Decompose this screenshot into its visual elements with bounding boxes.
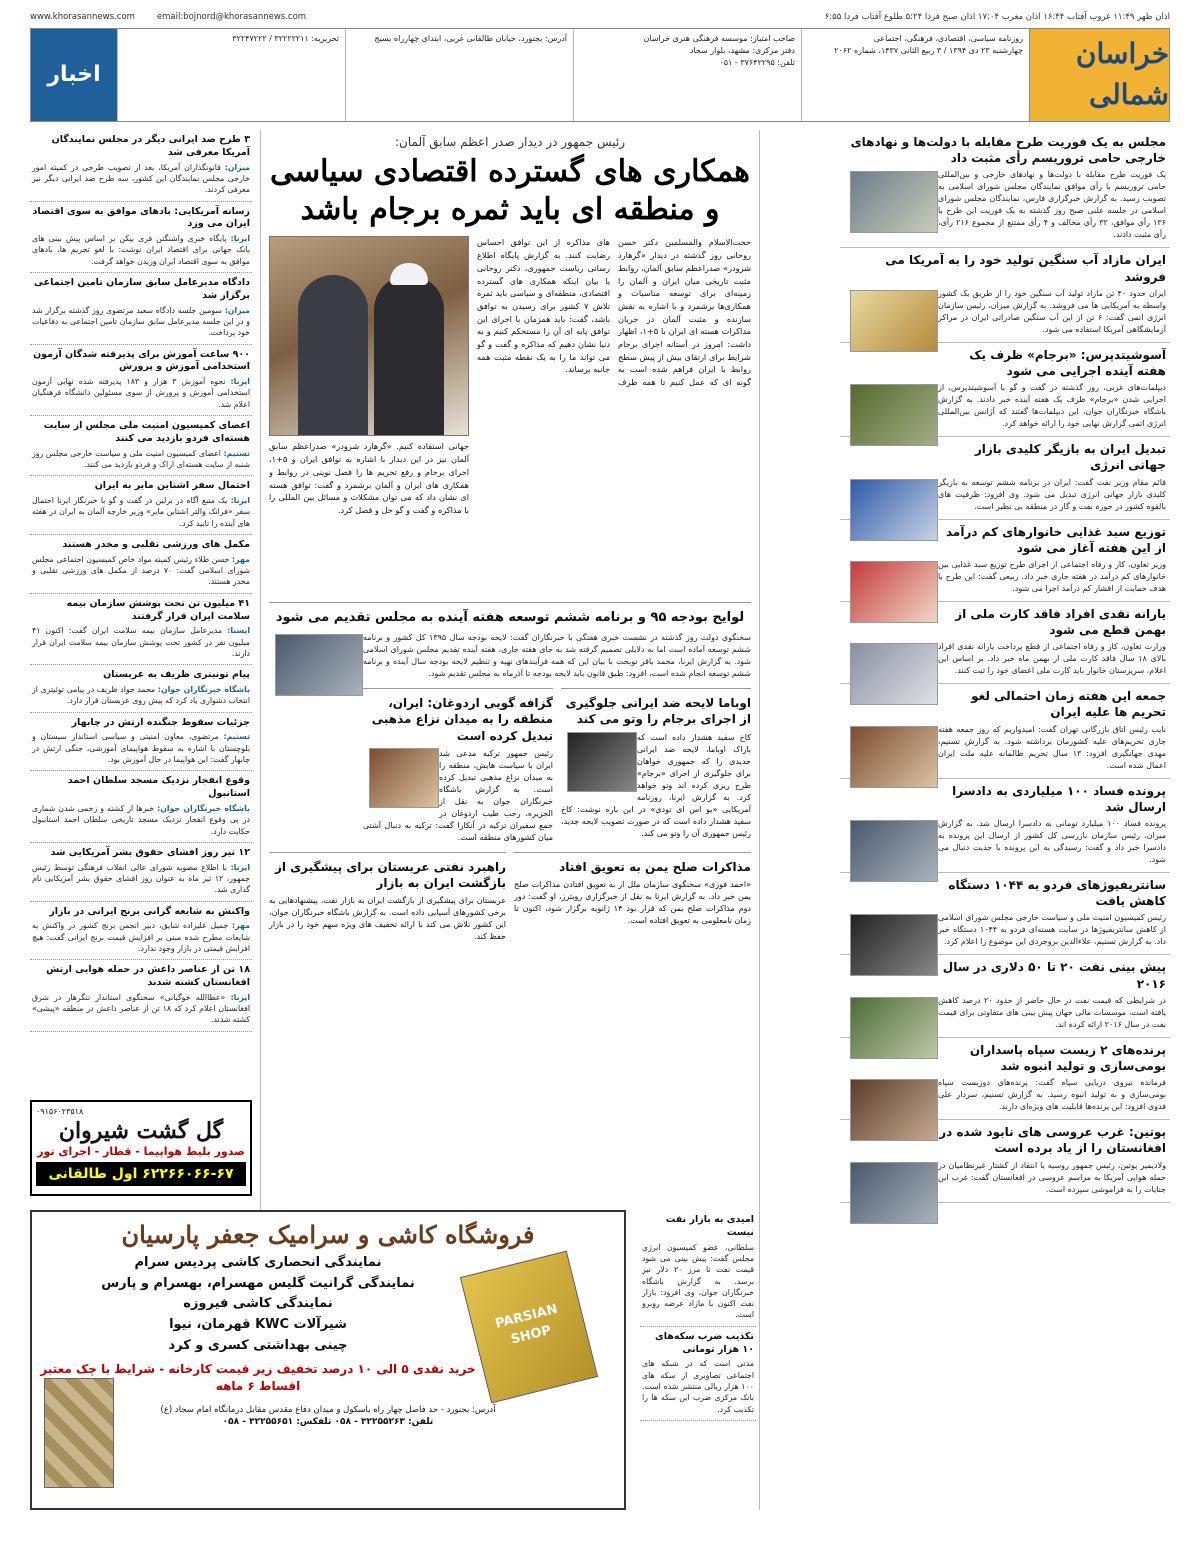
brief-body (32, 376, 250, 410)
lead-photo (269, 236, 469, 436)
brief-title[interactable]: ۴۱ میلیون تن تحت پوشش سازمان بیمه سلامت ایران قرار گرفتند (66, 597, 250, 622)
brief-body (32, 992, 250, 1026)
brief-text: اعضای کمیسیون امنیت ملی و سیاست خارجی مجلس روز شنبه از سایت هسته‌ای اراک و فردو بازدید می کنند. (32, 448, 250, 469)
oil-hope-title[interactable]: امیدی به بازار نفت نیست (665, 1214, 754, 1238)
erdogan-photo (369, 748, 439, 808)
brief-body (32, 731, 250, 765)
news-photo (850, 290, 938, 352)
travel-agency-ad[interactable] (30, 1100, 252, 1196)
brief-item (30, 535, 252, 594)
brief-item (30, 594, 252, 666)
photo-turban (390, 263, 428, 285)
brief-item (30, 902, 252, 961)
brief-title[interactable]: احتمال سفر اشتاین مایر به ایران (94, 480, 250, 492)
left-briefs-column (30, 130, 252, 1095)
news-photo (850, 479, 938, 541)
news-body: دیپلمات‌های غربی، روز گذشته در گفت و گو با آسوشیتدپرس، از اجرایی شدن «برجام» ظرف یک هفته آینده خبر دادند. به گزارش باشگاه خبرنگاران جوان، این دیپلمات‌ها گفتند که آژانس بین‌المللی انرژی اتمی گزارش نهایی خود را ارائه خواهد کرد. (938, 383, 1166, 429)
brief-text: یک منبع آگاه در برلین در گفت و گو با خبرنگار ایرنا احتمال سفر «فرانک والتر اشتاین مایر» وزیر خارجه آلمان به ایران در هفته های آینده را تایید کرد. (32, 496, 250, 528)
obama-title[interactable]: اوباما لایحه ضد ایرانی جلوگیری از اجرای برجام را وتو می کند (565, 696, 751, 727)
coin-title[interactable]: تکذیب ضرب سکه‌های ۱۰ هزار تومانی (655, 1330, 754, 1355)
coin-body: مدتی است که در شبکه های اجتماعی تصاویری از سکه های ۱۰۰ هزار ریالی منتشر شده است. بانک مرکزی ضرب این سکه ها را تکذیب کرد. (642, 1359, 754, 1414)
brief-source: میزان: (224, 305, 250, 315)
erdogan-story (363, 688, 553, 844)
news-photo (850, 1079, 938, 1141)
news-title[interactable]: مجلس به یک فوریت طرح مقابله با دولت‌ها و نهادهای خارجی حامی تروریسم رأی مثبت داد (850, 135, 1166, 166)
paper-description: روزنامه سیاسی، اقتصادی، فرهنگی، اجتماعی (873, 34, 1023, 43)
phone-line: تلفن: ۳۷۶۴۲۲۹۵ - ۰۵۱ (719, 58, 795, 67)
masthead-info (801, 29, 1029, 121)
brief-text: مدیرعامل سازمان بیمه سلامت ایران گفت: اکنون ۴۱ میلیون نفر در کشور تحت پوشش سازمان بیمه سلامت ایران قرار دارند. (32, 626, 250, 658)
right-news-column (840, 130, 1170, 1510)
news-photo (850, 384, 938, 446)
logo-text: خراسان شمالی (1075, 37, 1169, 111)
news-title[interactable]: تبدیل ایران به بازیگر کلیدی بازار جهانی انرژی (974, 442, 1166, 473)
tile-shop-ad[interactable] (30, 1210, 626, 1510)
brief-item (30, 665, 252, 712)
brief-item (30, 771, 252, 843)
brief-text: مرتضوی، معاون امنیتی و سیاسی استاندار سیستان و بلوچستان با اشاره به سقوط هواپیمای آموزشی، جنگی ارتش در چابهار گفت: این هواپیما در حال آموزش بود. (32, 732, 250, 765)
tile-ad-promo: خرید نقدی ۵ الی ۱۰ درصد تخفیف زیر قیمت کارخانه - شرایط با چک معتبر اقساط ۶ ماهه (40, 1361, 476, 1394)
news-body: پرونده فساد ۱۰۰ میلیارد تومانی به دادسرا ارسال شد. به گزارش میزان، رئیس سازمان بازرسی کل کشور از ارسال این پرونده به دادسرا خبر داد و گفت: رسیدگی به این پرونده با جدیت دنبال می شود. (938, 819, 1166, 864)
brief-text: حسن طلاء رئیس کمیته مواد خاص کمیسیون اجتماعی مجلس شورای اسلامی گفت: ۷۰ درصد از مکمل های ورزشی تقلبی و مخدر هستند. (32, 554, 251, 587)
budget-photo (275, 634, 363, 696)
brief-item (30, 416, 252, 476)
brief-title[interactable]: واکنش به شایعه گرانی برنج ایرانی در بازار (49, 905, 250, 917)
brief-title[interactable]: ۱۸ تن از عناصر داعش در حمله هوایی ارتش افغانستان کشته شدند (46, 964, 250, 989)
news-item (840, 130, 1170, 248)
news-item (840, 248, 1170, 342)
budget-story (269, 602, 751, 680)
brief-source: ایرنا: (230, 992, 250, 1002)
tile-ad-line: شیرآلات KWC قهرمان، نیوا (169, 1317, 347, 1333)
logo (1029, 29, 1169, 121)
brief-title[interactable]: ۳ طرح ضد ایرانی دیگر در مجلس نمایندگان آمریکا معرفی شد (51, 134, 250, 158)
brief-text: خبرها از کشته و زخمی شدن شماری در پی وقوع انفجار نزدیک مسجد تاریخی سلطان احمد استانبول حکایت دارد. (32, 803, 250, 836)
news-item (840, 437, 1170, 519)
masthead-owner (573, 29, 801, 121)
prayer-times: اذان ظهر ۱۱:۴۹ غروب آفتاب ۱۶:۴۴ اذان مغرب ۱۷:۰۴ اذان صبح فردا ۵:۲۴ طلوع آفتاب فردا ۶:۵۵ (824, 11, 1170, 22)
tile-ad-line: چینی بهداشتی کسری و کرد (168, 1337, 348, 1353)
tile-ad-line: نمایندگی کاشی فیروزه (183, 1296, 333, 1312)
news-title[interactable]: پرنده‌های ۲ زیست سپاه پاسداران بومی‌سازی و تولید انبوه شد (969, 1042, 1166, 1073)
ad-services: صدور بلیط هواپیما - قطار - اجرای تور (37, 1144, 245, 1158)
brief-text: پایگاه خبری واشنگتن فری بیکن بر اساس پیش بینی های بانک جهانی برای اقتصاد ایران نوشت: با لغو تحریم ها، بادهای موافق به سوی اقتصاد ایران وزیدن خواهد گرفت. (32, 234, 250, 266)
brief-source: ایرنا: (230, 377, 250, 387)
brief-item (30, 713, 252, 772)
yemen-story (514, 852, 751, 943)
brief-source: باشگاه خبرنگاران جوان: (157, 685, 250, 695)
news-body: در شرایطی که قیمت نفت در حال حاضر از حدود ۲۰ درصد کاهش یافته است، موسسات مالی جهان پیش بینی های متفاوتی برای قیمت نفت در سال ۲۰۱۶ ارائه کرده اند. (938, 995, 1166, 1029)
ad-mobile: ۰۹۱۵۶۰۲۳۵۱۸ (36, 1107, 84, 1116)
brief-body (32, 625, 250, 659)
editorial-phones: تحریریه: ۳۲۲۲۲۲۱۱ / ۳۲۲۴۷۲۲۲ (232, 34, 339, 43)
news-title[interactable]: پرونده فساد ۱۰۰ میلیاردی به دادسرا ارسال شد (952, 783, 1166, 814)
lead-kicker: رئیس جمهور در دیدار صدر اعظم سابق آلمان: (395, 135, 625, 149)
tile-ad-address: آدرس: بجنورد - حد فاصل چهار راه باسکول و میدان دفاع مقدس مقابل درمانگاه امام سجاد (ع) (160, 1404, 496, 1415)
lead-headline[interactable]: همکاری های گسترده اقتصادی سیاسی و منطقه ای باید ثمره برجام باشد (270, 154, 750, 227)
brief-source: مهر: (232, 554, 250, 564)
brief-body (32, 684, 250, 707)
yemen-title[interactable]: مذاکرات صلح یمن به تعویق افتاد (559, 859, 751, 874)
brief-item (30, 843, 252, 902)
news-body: وزارت تعاون، کار و رفاه اجتماعی از قطع پرداخت یارانه نقدی افراد بالای ۱۸ سال فاقد کارت ملی از بهمن ماه خبر داد. بر اساس این اعلام، سرپرستان خانوار باید کارت ملی اعضای خود را ثبت کنند. (938, 642, 1166, 676)
news-title[interactable]: پوتین: غرب عروسی های نابود شده در افغانستان را از یاد برده است (939, 1125, 1166, 1156)
tile-ad-line: نمایندگی انحصاری کاشی پردیس سرام (134, 1254, 382, 1270)
story-row-2 (269, 852, 751, 943)
news-title[interactable]: یارانه نقدی افراد فاقد کارت ملی از بهمن قطع می شود (955, 606, 1166, 638)
tile-ad-title: فروشگاه کاشی و سرامیک جعفر پارسیان (121, 1220, 535, 1249)
photo-figure-right (374, 275, 444, 435)
news-photo (850, 561, 938, 623)
brief-source: ایرنا: (230, 862, 250, 872)
brief-text: سومین جلسه دادگاه سعید مرتضوی روز گذشته برگزار شد و در این جلسه مدیرعامل سابق سازمان تامین اجتماعی به دفاعیات خود پرداخت. (32, 305, 250, 338)
brief-title[interactable]: پیام تونیتری ظریف به عربستان (103, 669, 250, 681)
news-body: ولادیمیر پوتین، رئیس جمهور روسیه با انتقاد از کشتار غیرنظامیان در حمله هوایی آمریکا به مراسم عروسی در افغانستان گفت: غرب این جنایات را به فراموشی سپرده است. (938, 1160, 1166, 1194)
news-photo (850, 997, 938, 1059)
obama-photo (567, 732, 637, 792)
news-body: نایب رئیس اتاق بازرگانی تهران گفت: امیدواریم که روز جمعه هفته جاری تحریم‌های علیه کشورمان برداشته شود. به گزارش تسنیم، مهدی جهانگیری افزود: ۱۳ سال تحریم ظالمانه علیه ملت ایران اعمال شده است. (938, 724, 1167, 770)
obama-story (561, 688, 751, 844)
saudi-story (269, 852, 506, 943)
brief-title[interactable]: دادگاه مدیرعامل سابق سازمان تامین اجتماعی برگزار شد (34, 277, 250, 301)
brief-item (30, 202, 252, 274)
news-photo (850, 914, 938, 976)
brief-item (30, 345, 252, 417)
brief-title[interactable]: ۱۲ تیر روز افشای حقوق بشر آمریکایی شد (50, 846, 250, 858)
brief-text: نحوه آموزش ۳ هزار و ۱۸۳ پذیرفته شده نهایی آزمون استخدامی آموزش و پرورش از سوی مسئولین دانشگاه فرهنگیان اعلام شد. (32, 377, 250, 409)
brief-text: قانونگذاران آمریکا، بعد از تصویب طرحی در کمیته امور خارجی مجلس نمایندگان این کشور، سه طرح ضد ایرانی دیگر نیز معرفی کردند. (32, 162, 250, 195)
lead-caption: جهانی استفاده کنیم. «گرهارد شرودر» صدراعظم سابق آلمان نیز در این دیدار با اشاره به توافق ایران و ۵+۱، اجرای برجام و رفع تحریم ها را فصل نوینی در روابط و همکاری های ایران و آلمان برشمرد و گفت: توافق هسته ای نشان داد که می توان مشکلات و مسائل بین المللی را با مذاکره و گفت و گو حل و فصل کرد. (269, 441, 469, 515)
masthead (30, 28, 1170, 122)
ad-brand: گل گشت شیروان (58, 1117, 224, 1144)
brief-item (30, 130, 252, 202)
site-url[interactable]: www.khorasannews.com (30, 11, 135, 22)
budget-title[interactable]: لوایح بودجه ۹۵ و برنامه ششم توسعه هفته آینده به مجلس تقدیم می شود (275, 610, 745, 626)
brief-source: مهر: (232, 921, 250, 931)
news-title[interactable]: پیش بینی نفت ۲۰ تا ۵۰ دلاری در سال ۲۰۱۶ (942, 960, 1166, 991)
brief-title[interactable]: مکمل های ورزشی تقلبی و مخدر هستند (62, 538, 250, 550)
news-body: ایران حدود ۴۰ تن مازاد تولید آب سنگین خود را از طریق یک کشور واسطه به آمریکایی ها می فروشد. به گزارش میزان، رئیس سازمان انرژی اتمی گفت: ۶ تن از این آب سنگین صادراتی ایران در مراکز آزمایشگاهی آمریکا استفاده می شود. (938, 288, 1167, 334)
brief-body (32, 448, 250, 471)
news-body: وزیر تعاون، کار و رفاه اجتماعی از اجرای طرح توزیع سبد غذایی بین خانوارهای کم درآمد در هفته جاری خبر داد. ربیعی گفت: این طرح با هدف حمایت از اقشار کم درآمد اجرا می شود. (938, 559, 1166, 593)
email-address[interactable]: email:bojnord@khorasannews.com (156, 11, 307, 22)
budget-body: سخنگوی دولت روز گذشته در نشست خبری هفتگی با خبرنگاران گفت: لایحه بودجه سال ۱۳۹۵ کل کشور و برنامه ششم توسعه آماده است اما به دلایلی تصمیم گرفته شد به جای هفته جاری، هفته آینده تقدیم مجلس شورای اسلامی شود. به گزارش ایرنا، محمد باقر نوبخت با بیان این که همه فرآیندهای تهیه و تنظیم لایحه بودجه سال آینده و برنامه ششم توسعه انجام شده است، افزود: طبق قانون باید لایحه بودجه تا آذرماه به مجلس تقدیم شود. (363, 633, 751, 679)
brief-item (30, 960, 252, 1032)
news-body: قائم مقام وزیر نفت گفت: ایران در برنامه ششم توسعه به بازیگر کلیدی بازار جهانی انرژی تبدیل می شود. وی افزود: ظرفیت های بالقوه کشور در حوزه نفت و گاز در منطقه بی نظیر است. (938, 477, 1166, 511)
news-title[interactable]: توزیع سبد غذایی خانوارهای کم درآمد از این هفته آغاز می شود (945, 524, 1166, 555)
news-body: رئیس کمیسیون امنیت ملی و سیاست خارجی مجلس شورای اسلامی از کاهش سانتریفیوژها در سایت هسته‌ای فردو به ۱۰۴۴ دستگاه خبر داد. به گزارش تسنیم، علاءالدین بروجردی این موضوع را اعلام کرد. (938, 913, 1167, 947)
lead-story (269, 236, 751, 596)
brief-title[interactable]: ۹۰۰ ساعت آموزش برای پذیرفته شدگان آزمون استخدامی آموزش و پرورش (33, 348, 250, 373)
brief-title[interactable]: جزئیات سقوط جنگنده ارتش در چابهار (71, 716, 250, 728)
section-label: اخبار (31, 29, 117, 121)
obama-body: کاخ سفید هشدار داده است که باراک اوباما، لایحه ضد ایرانی جدیدی را که جمهوری خواهان برای جلوگیری از اجرای «برجام» طرح ریزی کرده اند وتو خواهد کرد. به گزارش ایرنا، روزنامه آمریکایی «یو اس ای تودی» در این باره نوشت: کاخ سفید هشدار داده است که در صورت تصویب لایحه جدید، رئیس جمهوری آن را وتو می کند. (561, 732, 751, 838)
brief-body (32, 554, 250, 588)
erdogan-body: رئیس جمهور ترکیه مدعی شد ایران با سیاست هایش، منطقه را به میدان نزاع مذهبی تبدیل کرده است. به گزارش باشگاه خبرنگاران جوان به نقل از الجزیره، رجب طیب اردوغان در جمع سفیران ترکیه در آنکارا گفت: ترکیه به دنبال آشتی میان کشورهای منطقه است. (363, 748, 553, 842)
issue-date: چهارشنبه ۲۳ دی ۱۳۹۴ / ۳ ربیع الثانی ۱۴۳۷، شماره ۲۰۶۲ (834, 46, 1023, 55)
story-row-1 (363, 688, 751, 844)
news-photo (850, 726, 938, 788)
office-line: دفتر مرکزی: مشهد، بلوار سجاد (689, 46, 795, 55)
masthead-address (345, 29, 573, 121)
brief-text: «عطاالله خوگیانی» سخنگوی استاندار ننگرهار در شرق افغانستان اعلام کرد که ۱۸ تن از عناصر داعش در منطقه «پیشی» کشته شدند. (32, 992, 250, 1025)
brief-body (32, 862, 250, 896)
news-item (840, 343, 1170, 437)
brief-text: جمیل علیزاده شایق، دبیر انجمن برنج کشور در واکنش به شایعات مطرح شده مبنی بر افزایش قیمت برنج ایرانی گفت: هیچ افزایش قیمتی در بازار وجود ندارد. (32, 921, 250, 953)
brief-body (32, 233, 250, 267)
center-bottom-briefs (636, 1210, 760, 1510)
news-photo (850, 643, 938, 705)
brief-item (30, 273, 252, 345)
news-item (840, 779, 1170, 873)
news-body: یک فوریت طرح مقابله با دولت‌ها و نهادهای خارجی و بین‌المللی حامی تروریسم با رأی موافق نمایندگان مجلس شورای اسلامی به تصویب رسید. به گزارش خبرگزاری فارس، نمایندگان مجلس شورای اسلامی در جلسه علنی صبح روز گذشته به یک فوریت این طرح با ۱۳۶ رأی موافق، ۳۲ رأی مخالف و ۴ رأی ممتنع از مجموع ۲۱۶ رأی، رأی مثبت دادند. (938, 170, 1166, 240)
yemen-body: «احمد فوزی» سخنگوی سازمان ملل از به تعویق افتادن مذاکرات صلح یمن خبر داد. به گزارش ایرنا به نقل از خبرگزاری رویترز، او گفت: دور دوم مذاکرات صلح یمن که قرار بود ۱۴ ژانویه برگزار شود، اکنون تا زمان نامعلومی به تعویق افتاده است. (514, 879, 751, 925)
coin-brief (640, 1327, 756, 1421)
owner-line: صاحب امتیاز: موسسه فرهنگی هنری خراسان (643, 34, 795, 43)
brief-item (30, 476, 252, 535)
tile-ad-phones: تلفن: ۳۲۲۵۵۲۶۳ - ۰۵۸ تلفکس: ۳۲۲۵۵۶۵۱ - ۰۵۸ (222, 1416, 434, 1427)
ad-phone: ۶۲۲۶۶۰۶۶-۶۷ اول طالقانی (36, 1162, 246, 1186)
oil-hope-body: سلطانی، عضو کمیسیون انرژی مجلس گفت: پیش بینی می شود قیمت نفت تا مرز ۲۰ دلار نیز برسد. به گزارش باشگاه خبرنگاران جوان، وی افزود: بازار نفت اکنون با مازاد عرضه روبرو است. (642, 1242, 755, 1320)
saudi-body: عربستان برای پیشگیری از بازگشت ایران به بازار نفت، پیشنهادهایی به برخی کشورهای آسیایی داده است. به گزارش باشگاه خبرنگاران جوان، این کشور تلاش می کند با ارائه تخفیف های ویژه سهم خود را در بازار حفظ کند. (269, 896, 506, 942)
news-photo (850, 820, 938, 882)
masthead-editorial (117, 29, 345, 121)
brief-body (32, 495, 250, 529)
brief-source: میزان: (224, 162, 251, 172)
news-title[interactable]: سانتریفیوژهای فردو به ۱۰۴۴ دستگاه کاهش یافت (948, 878, 1166, 909)
brief-title[interactable]: رسانه آمریکایی: بادهای موافق به سوی اقتصاد ایران می وزد (32, 205, 250, 230)
photo-figure-left (298, 275, 368, 435)
oil-hope-brief (640, 1210, 756, 1327)
erdogan-title[interactable]: گزافه گویی اردوغان: ایران، منطقه را به میدان نزاع مذهبی تبدیل کرده است (371, 696, 553, 743)
news-item (840, 873, 1170, 955)
brief-body (32, 162, 250, 196)
news-body: فرمانده نیروی دریایی سپاه گفت: پرنده‌های دوزیست سپاه بومی‌سازی و به تولید انبوه رسید. به گزارش تسنیم، سردار علی فدوی افزود: این پرنده‌ها قابلیت های ویژه‌ای دارند. (938, 1078, 1166, 1112)
brief-source: ایرنا: (230, 234, 251, 244)
brief-title[interactable]: اعضای کمیسیون امنیت ملی مجلس از سایت هسته‌ای فردو بازدید می کنند (43, 420, 250, 444)
brief-source: تسنیم: (223, 732, 250, 742)
brief-source: ایرنا: (230, 496, 250, 506)
shopping-bag-icon: PARSIAN SHOP (460, 1251, 598, 1404)
news-photo (850, 1162, 938, 1224)
news-title[interactable]: ایران مازاد آب سنگین تولید خود را به آمریکا می فروشد (885, 253, 1166, 284)
brief-body (32, 920, 250, 954)
brief-source: باشگاه خبرنگاران جوان: (157, 803, 251, 813)
address-line: آدرس: بجنورد، خیابان طالقانی غربی، ابتدای چهارراه بسیج (374, 34, 567, 43)
top-strip (30, 8, 1170, 26)
brief-source: ایسنا: (227, 626, 250, 636)
brief-title[interactable]: وقوع انفجار نزدیک مسجد سلطان احمد استانبول (67, 775, 250, 800)
tile-ad-line: نمایندگی گرانیت گلیس مهسرام، بهسرام و پارس (101, 1275, 415, 1291)
brief-text: محمد جواد ظریف در پیامی توئیتری از انتخاب دشواری یاد کرد که پیش روی عربستان قرار دارد. (32, 685, 250, 706)
brief-source: تسنیم: (223, 448, 250, 458)
news-title[interactable]: آسوشیتدپرس: «برجام» ظرف یک هفته آینده اجرایی می شود (969, 347, 1166, 378)
saudi-title[interactable]: راهبرد نفتی عربستان برای پیشگیری از بازگشت ایران به بازار (274, 859, 506, 890)
tile-sample-left (44, 1378, 114, 1488)
brief-text: با اطلاع مصوبه شورای عالی انقلاب فرهنگی توسط رئیس جمهور، ۱۲ تیر ماه به عنوان روز افشای حقوق بشر آمریکایی نام گذاری شد. (32, 862, 250, 895)
news-photo (850, 171, 938, 233)
news-title[interactable]: جمعه این هفته زمان احتمالی لغو تحریم ها علیه ایران (971, 689, 1166, 720)
brief-body (32, 305, 250, 339)
brief-body (32, 803, 250, 837)
lead-body: حجت‌الاسلام والمسلمین دکتر حسن روحانی روز گذشته در دیدار «گرهارد شرودر» صدراعظم سابق آلمان، روابط مثبت تاریخی میان ایران و آلمان را زمینه‌ای برای توسعه مناسبات و همکاری‌ها برشمرد و با اشاره به نقش سازنده و مثبت آلمان در جریان مذاکرات هسته ای ایران با ۵+۱، اظهار داشت: امروز در آستانه اجرای برجام شرایط برای ارتقای بیش از پیش سطح روابط با ایران فراهم شده است به گونه ای که عمل کنیم تا همه طرف های مذاکره از این توافق احساس رضایت کنند. به گزارش پایگاه اطلاع رسانی ریاست جمهوری، دکتر روحانی با بیان اینکه همکاری های گسترده اقتصادی، منطقه‌ای و سیاسی باید ثمره تلاش ۷ کشور برای رسیدن به توافق باشد، گفت: باید همزمان با اجرای این توافق پایه ای آن را مستحکم کنیم و به دنیا نشان دهیم که مذاکره و گفت و گو می تواند ما را به یک نقطه مثبت همه جانبه برساند. (477, 237, 751, 388)
